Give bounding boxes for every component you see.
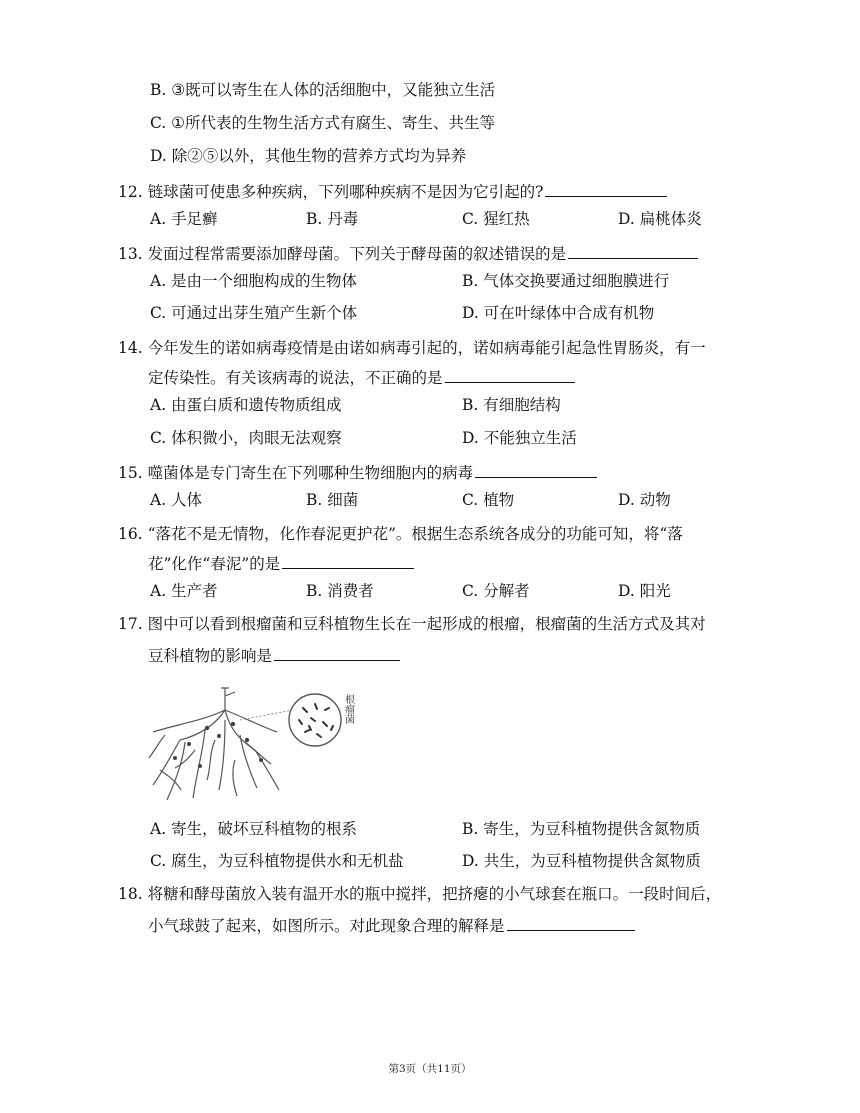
option-d: D. 扁桃体炎 — [618, 210, 702, 228]
answer-blank — [475, 461, 597, 478]
option-line-b: B. ③既可以寄生在人体的活细胞中，又能独立生活 — [150, 81, 496, 99]
question-14-stem-cont: 定传染性。有关该病毒的说法，不正确的是 — [148, 366, 575, 388]
option-c: C. 植物 — [462, 491, 515, 509]
option-line-d: D. 除②⑤以外，其他生物的营养方式均为异养 — [150, 147, 467, 165]
answer-blank — [568, 242, 698, 259]
question-15-stem: 15. 噬菌体是专门寄生在下列哪种生物细胞内的病毒 — [118, 461, 597, 483]
question-17-stem-cont: 豆科植物的影响是 — [148, 644, 400, 666]
option-d: D. 不能独立生活 — [462, 429, 577, 447]
question-16-stem-cont: 花”化作“春泥”的是 — [148, 552, 414, 574]
question-17-stem: 17. 图中可以看到根瘤菌和豆科植物生长在一起形成的根瘤，根瘤菌的生活方式及其对 — [118, 615, 706, 633]
option-c: C. 可通过出芽生殖产生新个体 — [150, 304, 358, 322]
option-a: A. 生产者 — [150, 582, 218, 600]
option-a: A. 人体 — [150, 491, 203, 509]
option-a: A. 由蛋白质和遗传物质组成 — [150, 396, 342, 414]
root-nodule-figure — [145, 680, 380, 810]
option-b: B. 丹毒 — [306, 210, 359, 228]
answer-blank — [507, 914, 635, 931]
option-a: A. 是由一个细胞构成的生物体 — [150, 272, 358, 290]
option-d: D. 动物 — [618, 491, 671, 509]
option-c: C. 分解者 — [462, 582, 530, 600]
question-18-stem: 18. 将糖和酵母菌放入装有温开水的瓶中搅拌，把挤瘪的小气球套在瓶口。一段时间后， — [118, 885, 722, 903]
question-16-stem: 16. “落花不是无情物，化作春泥更护花”。根据生态系统各成分的功能可知，将“落 — [118, 525, 683, 543]
option-a: A. 手足癣 — [150, 210, 218, 228]
question-12-stem: 12. 链球菌可使患多种疾病，下列哪种疾病不是因为它引起的? — [118, 180, 667, 202]
option-b: B. 细菌 — [306, 491, 359, 509]
answer-blank — [274, 644, 400, 661]
option-c: C. 猩红热 — [462, 210, 530, 228]
option-a: A. 寄生，破坏豆科植物的根系 — [150, 820, 358, 838]
option-d: D. 阳光 — [618, 582, 671, 600]
root-system-drawing — [149, 688, 279, 800]
answer-blank — [445, 366, 575, 383]
answer-blank — [282, 552, 414, 569]
option-b: B. 有细胞结构 — [462, 396, 561, 414]
question-13-stem: 13. 发面过程常需要添加酵母菌。下列关于酵母菌的叙述错误的是 — [118, 242, 698, 264]
answer-blank — [545, 180, 667, 197]
option-c: C. 体积微小，肉眼无法观察 — [150, 429, 342, 447]
option-b: B. 寄生，为豆科植物提供含氮物质 — [462, 820, 701, 838]
option-d: D. 共生，为豆科植物提供含氮物质 — [462, 852, 701, 870]
question-14-stem: 14. 今年发生的诺如病毒疫情是由诺如病毒引起的，诺如病毒能引起急性胃肠炎，有一 — [118, 339, 706, 357]
option-b: B. 消费者 — [306, 582, 374, 600]
question-18-stem-cont: 小气球鼓了起来，如图所示。对此现象合理的解释是 — [148, 914, 635, 936]
root-nodule-label: 根瘤菌 — [342, 694, 354, 724]
option-line-c: C. ①所代表的生物生活方式有腐生、寄生、共生等 — [150, 114, 496, 132]
option-b: B. 气体交换要通过细胞膜进行 — [462, 272, 670, 290]
option-c: C. 腐生，为豆科植物提供水和无机盐 — [150, 852, 404, 870]
option-d: D. 可在叶绿体中合成有机物 — [462, 304, 655, 322]
page-footer: 第3页（共11页） — [388, 1063, 472, 1075]
nodules — [173, 722, 263, 768]
